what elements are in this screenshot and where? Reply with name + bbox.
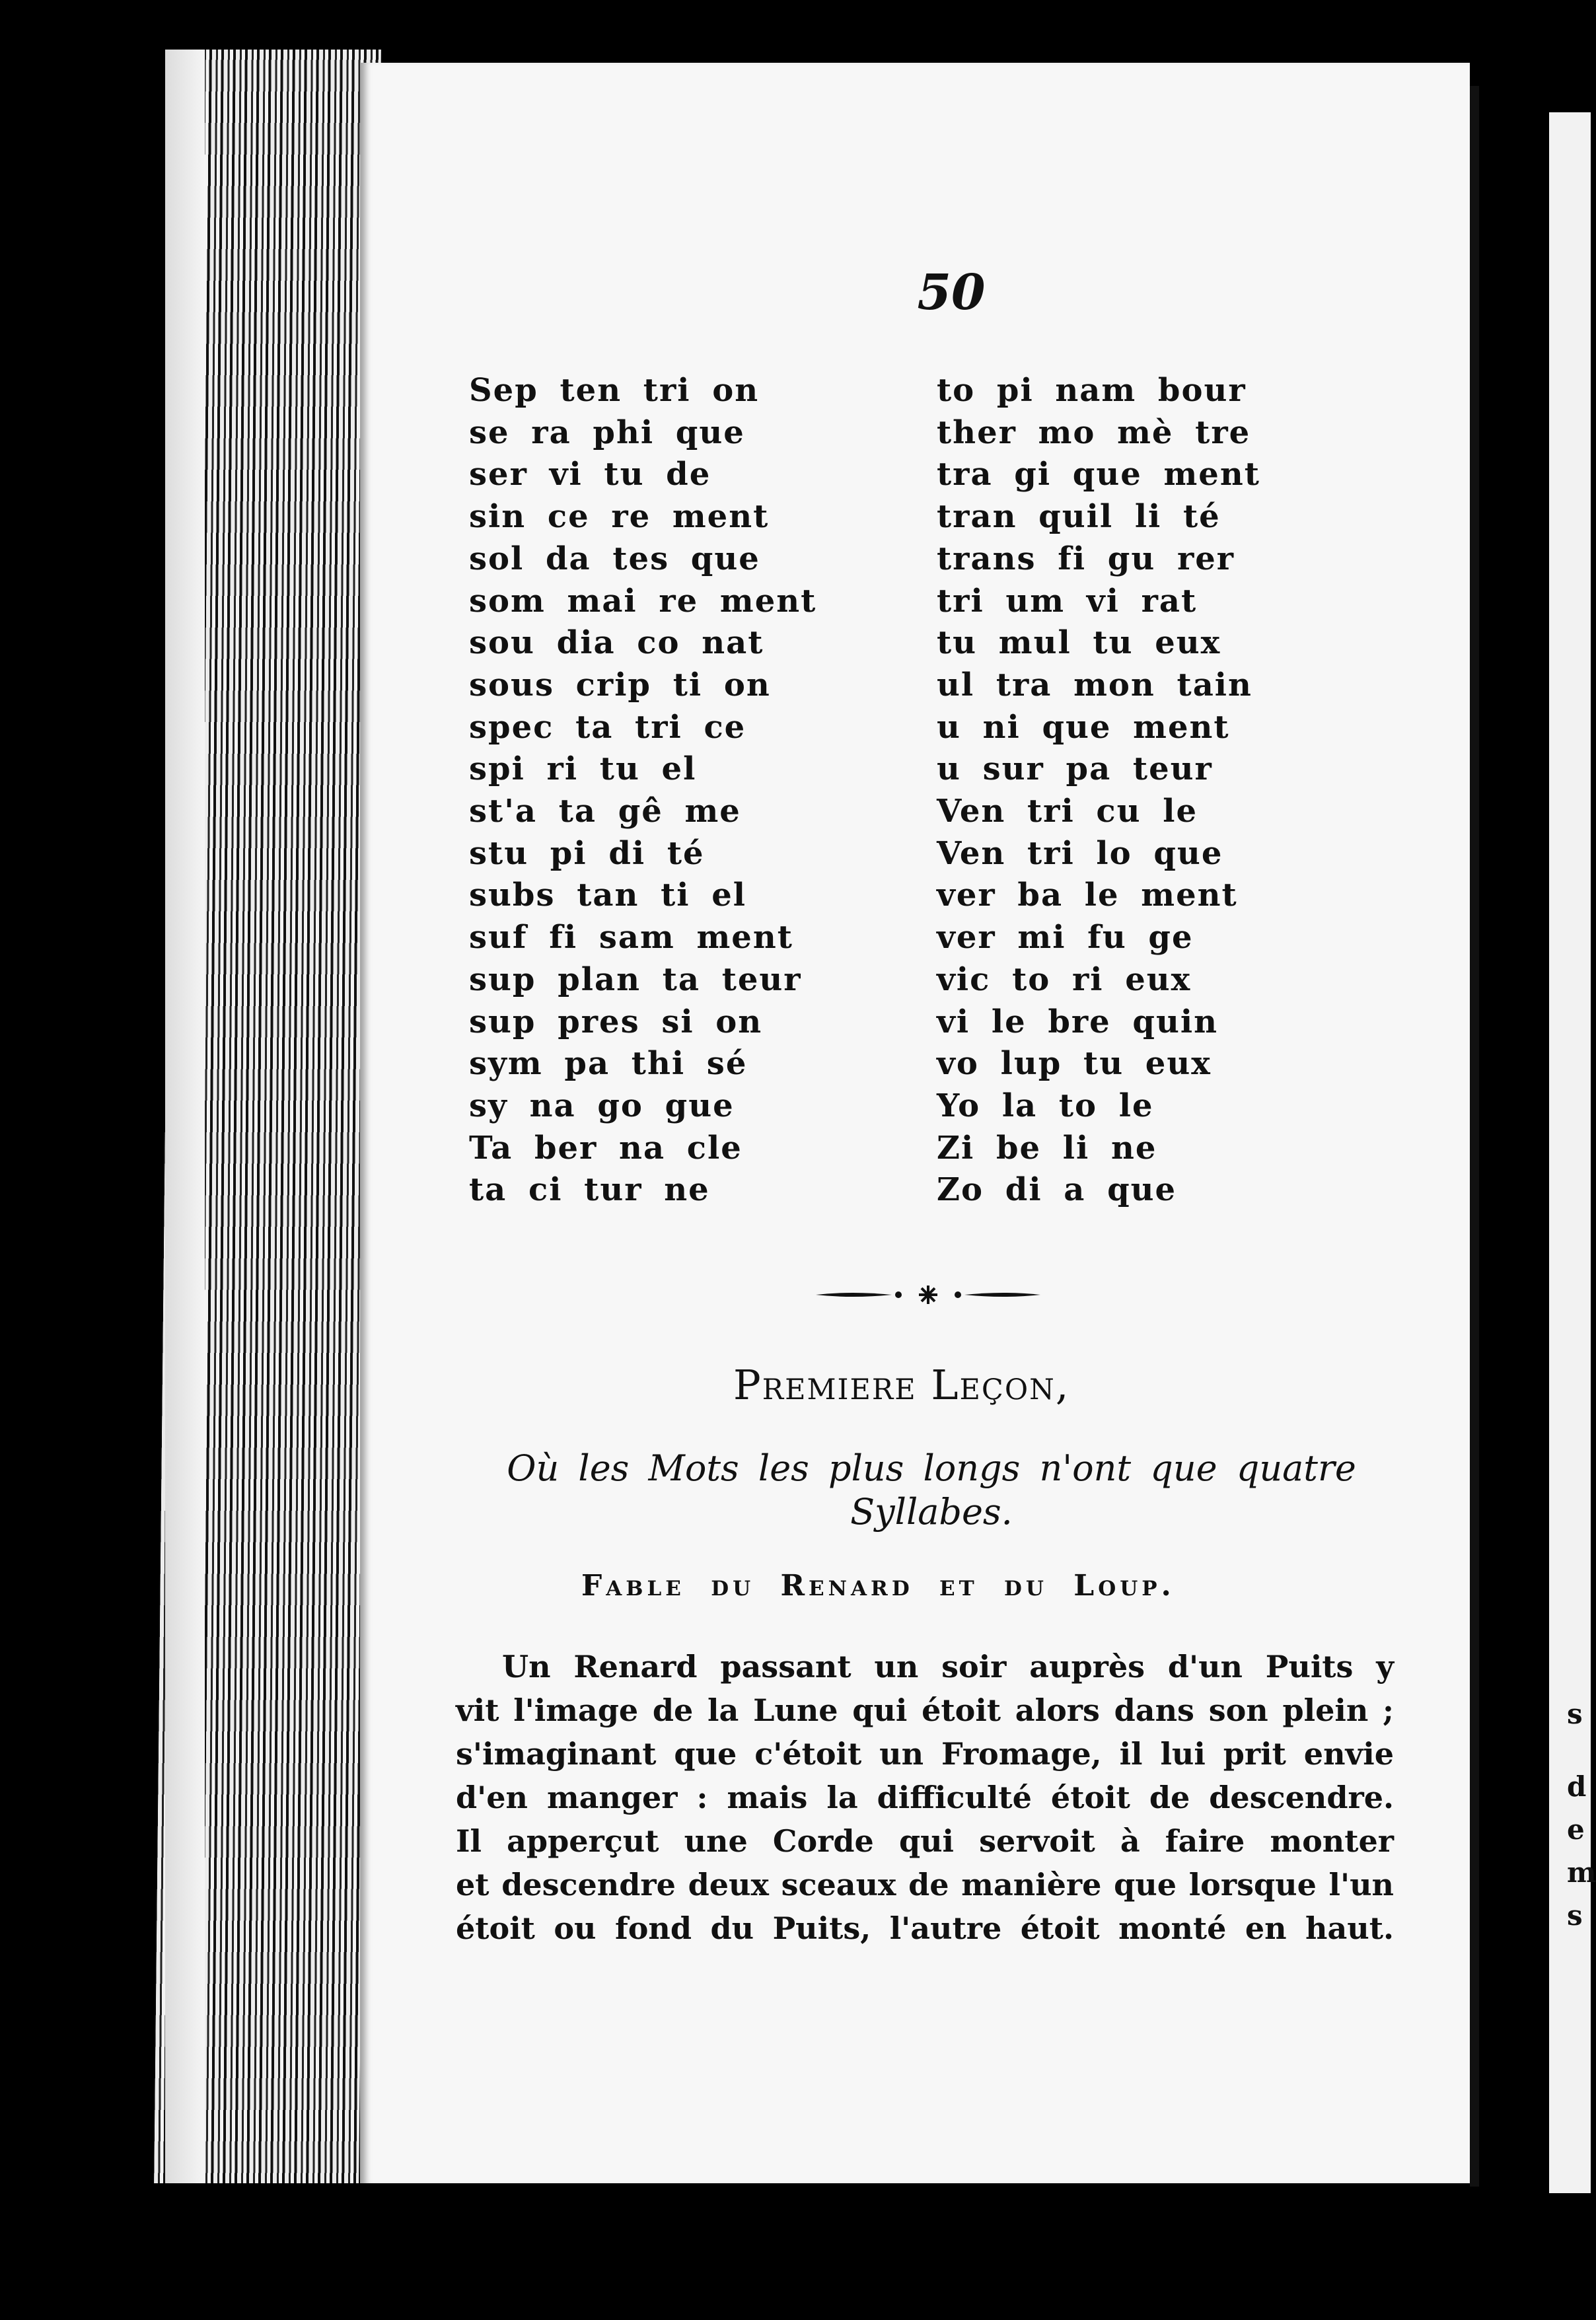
syllable-word: subs tan ti el [469, 877, 746, 914]
book-edge-shadow [165, 50, 205, 2183]
syllable-column-left [469, 370, 816, 1212]
syllable-word: som mai re ment [469, 582, 817, 620]
syllable-word: sous crip ti on [469, 666, 771, 704]
syllable-word: stu pi di té [469, 834, 705, 872]
syllable-word: to pi nam bour [937, 372, 1247, 409]
syllable-word: vi le bre quin [937, 1003, 1219, 1040]
syllable-word: sup pres si on [469, 1003, 763, 1040]
syllable-word: tri um vi rat [937, 582, 1198, 620]
syllable-word: sym pa thi sé [469, 1045, 748, 1083]
syllable-word: tu mul tu eux [937, 624, 1221, 662]
syllable-column-right [937, 370, 1260, 1212]
syllable-word: sou dia co nat [469, 624, 764, 662]
syllable-word: Ven tri cu le [937, 793, 1198, 830]
syllable-word: Zo di a que [937, 1171, 1177, 1209]
fable-title: Fable du Renard et du Loup. [581, 1569, 1175, 1603]
facing-page-letter: d [1567, 1770, 1587, 1803]
lesson-subtitle-line: Où les Mots les plus longs n'ont que quatre [507, 1447, 1356, 1489]
syllable-word: se ra phi que [469, 414, 745, 451]
page-number: 50 [917, 264, 986, 321]
facing-page-letter: s [1567, 1899, 1583, 1932]
syllable-word: ver mi fu ge [937, 919, 1194, 957]
syllable-word: vo lup tu eux [937, 1045, 1212, 1083]
syllable-word: Sep ten tri on [469, 372, 760, 409]
syllable-word: u ni que ment [937, 708, 1230, 746]
fable-line: Il apperçut une Corde qui servoit à faire monter [456, 1823, 1394, 1859]
syllable-word: ser vi tu de [469, 456, 711, 493]
facing-page-letter: s [1567, 1698, 1583, 1730]
lesson-heading: Premiere Leçon, [733, 1361, 1070, 1409]
syllable-word: sup plan ta teur [469, 961, 802, 998]
fable-line: d'en manger : mais la difficulté étoit de descendre. [456, 1780, 1394, 1815]
syllable-word: ther mo mè tre [937, 414, 1251, 451]
page-gutter [1470, 86, 1479, 2187]
syllable-word: tra gi que ment [937, 456, 1260, 493]
facing-page-letter: e [1567, 1813, 1585, 1846]
fable-line: s'imaginant que c'étoit un Fromage, il lui prit envie [456, 1736, 1394, 1772]
syllable-word: u sur pa teur [937, 750, 1213, 788]
syllable-word: sy na go gue [469, 1087, 735, 1124]
syllable-word: sol da tes que [469, 540, 760, 577]
fable-text [456, 1645, 1394, 1950]
syllable-word: tran quil li té [937, 498, 1221, 536]
syllable-word: Ven tri lo que [937, 834, 1223, 872]
syllable-word: Ta ber na cle [469, 1129, 743, 1167]
syllable-word: sin ce re ment [469, 498, 770, 536]
ornament-divider-icon [813, 1282, 1044, 1308]
syllable-word: spec ta tri ce [469, 708, 746, 746]
fable-line: vit l'image de la Lune qui étoit alors dans son plein ; [456, 1692, 1394, 1728]
syllable-word: Yo la to le [937, 1087, 1154, 1124]
fable-line: Un Renard passant un soir auprès d'un Puits y [502, 1649, 1394, 1685]
syllable-word: spi ri tu el [469, 750, 697, 788]
facing-page-letter: m [1567, 1856, 1596, 1889]
fable-line: et descendre deux sceaux de manière que lorsque l'un [456, 1867, 1394, 1903]
lesson-subtitle [456, 1447, 1407, 1534]
syllable-word: Zi be li ne [937, 1129, 1157, 1167]
syllable-word: vic to ri eux [937, 961, 1192, 998]
syllable-word: suf fi sam ment [469, 919, 793, 957]
syllable-word: ta ci tur ne [469, 1171, 710, 1209]
syllable-word: ul tra mon tain [937, 666, 1252, 704]
syllable-word: ver ba le ment [937, 877, 1238, 914]
fable-line: étoit ou fond du Puits, l'autre étoit monté en haut. [456, 1910, 1394, 1946]
syllable-word: trans fi gu rer [937, 540, 1235, 577]
lesson-subtitle-line: Syllabes. [850, 1491, 1013, 1533]
syllable-word: st'a ta gê me [469, 793, 741, 830]
